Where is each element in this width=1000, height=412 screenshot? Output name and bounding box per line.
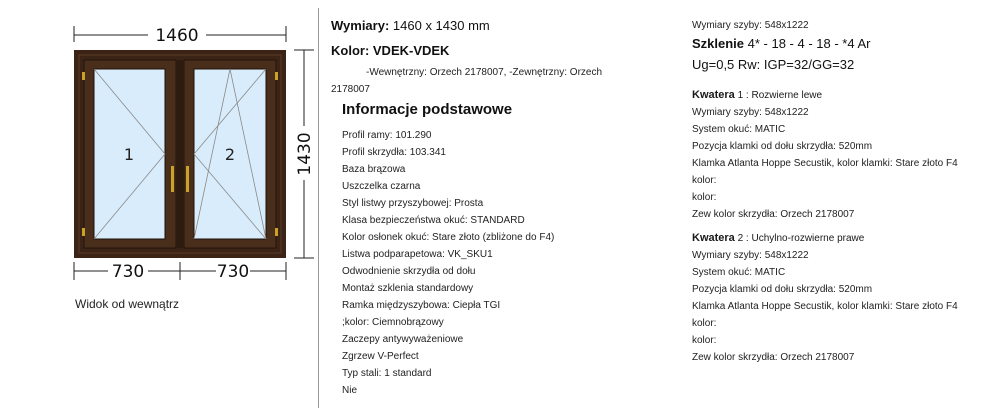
sash-2	[184, 60, 276, 248]
hinge-icon	[275, 72, 278, 80]
list-item: Klasa bezpieczeństwa okuć: STANDARD	[342, 215, 525, 226]
sash-detail: Zew kolor skrzydła: Orzech 2178007	[692, 209, 855, 220]
sash-detail: kolor:	[692, 175, 717, 186]
list-item: Kolor osłonek okuć: Stare złoto (zbliżone do F4)	[342, 232, 555, 243]
sash-detail: kolor:	[692, 192, 717, 203]
color-detail: -Wewnętrzny: Orzech 2178007, -Zewnętrzny: Orzech	[366, 67, 603, 78]
sash-detail: Klamka Atlanta Hoppe Secustik, kolor klamki: Stare złoto F4	[692, 158, 958, 169]
sash-1-block	[692, 86, 958, 223]
sash-detail: kolor:	[692, 318, 717, 329]
glazing-line	[692, 36, 870, 51]
sash-detail: Pozycja klamki od dołu skrzydła: 520mm	[692, 141, 873, 152]
glazing-label: Szklenie	[692, 36, 745, 51]
list-item: Nie	[342, 385, 358, 396]
handle-1-icon	[171, 166, 174, 192]
basic-info-list-2	[342, 212, 554, 399]
width-dimension	[74, 26, 286, 46]
sash-detail: Klamka Atlanta Hoppe Secustik, kolor klamki: Stare złoto F4	[692, 301, 958, 312]
column-divider	[318, 8, 319, 408]
basic-info-list-1	[342, 127, 483, 212]
ug-line: Ug=0,5 Rw: IGP=32/GG=32	[692, 57, 855, 72]
sash-detail: System okuć: MATIC	[692, 267, 786, 278]
list-item: ;kolor: Ciemnobrązowy	[342, 317, 444, 328]
hinge-icon	[275, 228, 278, 236]
list-item: Baza brązowa	[342, 164, 406, 175]
height-dimension-label: 1430	[295, 132, 315, 176]
sash-1	[84, 60, 176, 248]
glazing-value: 4* - 18 - 4 - 18 - *4 Ar	[744, 36, 871, 51]
sash-detail: System okuć: MATIC	[692, 124, 786, 135]
hinge-icon	[82, 72, 85, 80]
sash-2-width-label: 730	[216, 262, 250, 282]
height-dimension	[294, 50, 315, 258]
window-drawing	[0, 0, 318, 412]
list-item: Styl listwy przyszybowej: Prosta	[342, 198, 484, 209]
dimensions-label: Wymiary:	[331, 18, 390, 33]
sash-detail: kolor:	[692, 335, 717, 346]
sash-detail: Wymiary szyby: 548x1222	[692, 107, 809, 118]
list-item: Typ stali: 1 standard	[342, 368, 432, 379]
list-item: Profil skrzydła: 103.341	[342, 147, 446, 158]
sash-detail: Pozycja klamki od dołu skrzydła: 520mm	[692, 284, 873, 295]
hinge-icon	[82, 228, 85, 236]
sash-detail: Zew kolor skrzydła: Orzech 2178007	[692, 352, 855, 363]
sash-detail: Wymiary szyby: 548x1222	[692, 250, 809, 261]
dimensions-line	[331, 18, 490, 33]
list-item: Montaż szklenia standardowy	[342, 283, 474, 294]
view-caption: Widok od wewnątrz	[75, 297, 180, 311]
color-title: Kolor: VDEK-VDEK	[331, 43, 450, 58]
list-item: Uszczelka czarna	[342, 181, 421, 192]
top-glass-size: Wymiary szyby: 548x1222	[692, 20, 809, 31]
list-item: Zgrzew V-Perfect	[342, 351, 419, 362]
dimensions-value: 1460 x 1430 mm	[389, 18, 490, 33]
list-item: Zaczepy antywyważeniowe	[342, 334, 464, 345]
sash-2-label: 2	[224, 145, 236, 164]
list-item: Ramka międzyszybowa: Ciepła TGI	[342, 300, 501, 311]
list-item: Listwa podparapetowa: VK_SKU1	[342, 249, 493, 260]
list-item: Odwodnienie skrzydła od dołu	[342, 266, 476, 277]
width-dimension-label: 1460	[155, 26, 199, 46]
sash-2-title: Kwatera 2 : Uchylno-rozwierne prawe	[692, 232, 865, 244]
sash-width-dimension	[74, 262, 286, 282]
sash-1-width-label: 730	[111, 262, 145, 282]
list-item: Profil ramy: 101.290	[342, 130, 432, 141]
section-title: Informacje podstawowe	[342, 101, 513, 118]
sash-2-block	[692, 229, 958, 366]
handle-2-icon	[186, 166, 189, 192]
color-detail-cont: 2178007	[331, 84, 370, 95]
sash-1-label: 1	[123, 145, 135, 164]
sash-1-title: Kwatera 1 : Rozwierne lewe	[692, 89, 823, 101]
